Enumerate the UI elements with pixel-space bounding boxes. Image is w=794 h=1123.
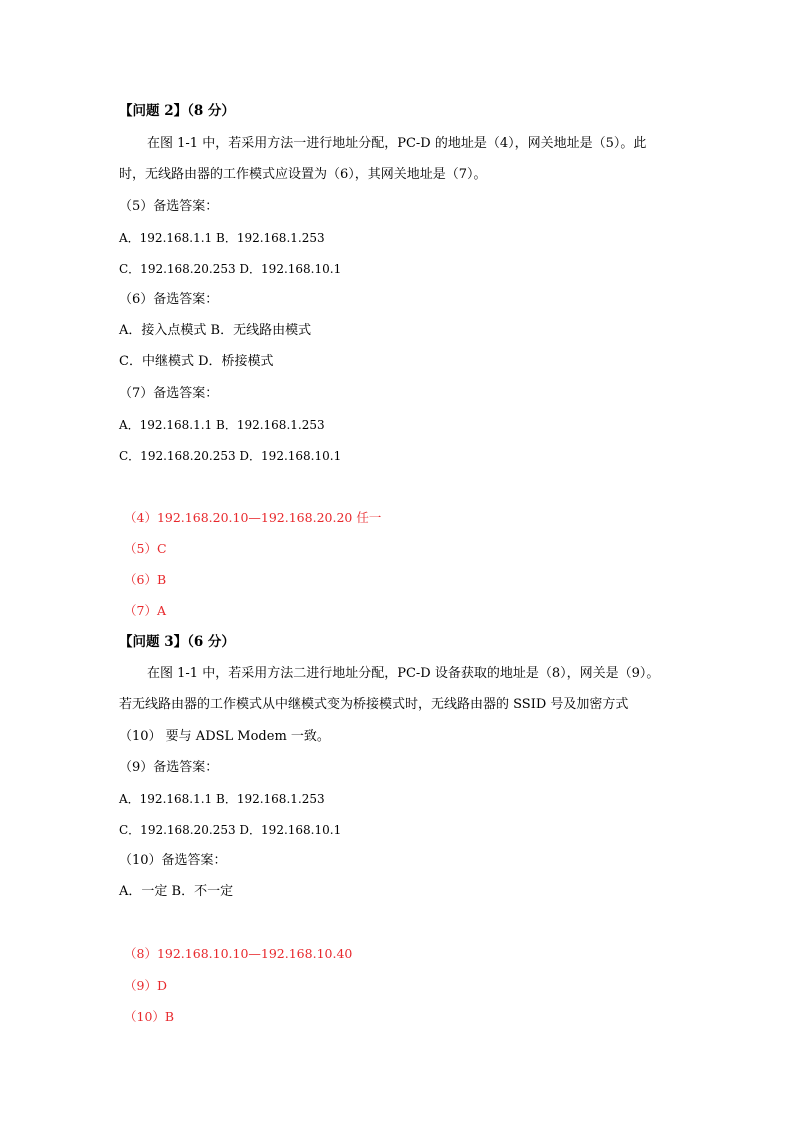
answer-9: （9）D (124, 978, 167, 993)
option-7-choices-ab: A．192.168.1.1 B．192.168.1.253 (119, 418, 325, 432)
option-9-label: （9）备选答案： (119, 760, 219, 775)
answer-6: （6）B (124, 572, 167, 587)
answer-4: （4）192.168.20.10—192.168.20.20 任一 (124, 510, 382, 525)
question-2-heading: 【问题 2】（8 分） (119, 103, 235, 119)
question-3-body-line-1: 在图 1-1 中，若采用方法二进行地址分配，PC-D 设备获取的地址是（8），网关是（9）。 (147, 666, 660, 681)
option-5-choices-cd: C．192.168.20.253 D．192.168.10.1 (119, 262, 342, 276)
option-7-choices-cd: C．192.168.20.253 D．192.168.10.1 (119, 449, 342, 463)
answer-8: （8）192.168.10.10—192.168.10.40 (124, 946, 353, 961)
answer-5: （5）C (124, 541, 167, 556)
option-7-label: （7）备选答案： (119, 386, 219, 401)
option-5-choices-ab: A．192.168.1.1 B．192.168.1.253 (119, 231, 325, 245)
answer-7: （7）A (124, 603, 166, 618)
option-5-label: （5）备选答案： (119, 199, 219, 214)
option-6-label: （6）备选答案： (119, 292, 219, 307)
option-9-choices-ab: A．192.168.1.1 B．192.168.1.253 (119, 792, 325, 806)
answer-10: （10）B (124, 1009, 175, 1024)
option-10-label: （10）备选答案： (119, 853, 227, 868)
question-2-body-line-1: 在图 1-1 中，若采用方法一进行地址分配，PC-D 的地址是（4），网关地址是（5）。此 (147, 136, 647, 151)
option-6-choices-cd: C．中继模式 D．桥接模式 (119, 354, 274, 369)
question-2-body-line-2: 时，无线路由器的工作模式应设置为（6），其网关地址是（7）。 (119, 167, 487, 182)
option-6-choices-ab: A．接入点模式 B．无线路由模式 (119, 323, 312, 338)
option-10-choices: A．一定 B．不一定 (119, 884, 234, 899)
question-3-heading: 【问题 3】（6 分） (119, 634, 235, 650)
question-3-body-line-2: 若无线路由器的工作模式从中继模式变为桥接模式时，无线路由器的 SSID 号及加密方式 (119, 697, 629, 712)
question-3-body-line-3: （10） 要与 ADSL Modem 一致。 (119, 729, 330, 744)
option-9-choices-cd: C．192.168.20.253 D．192.168.10.1 (119, 823, 342, 837)
